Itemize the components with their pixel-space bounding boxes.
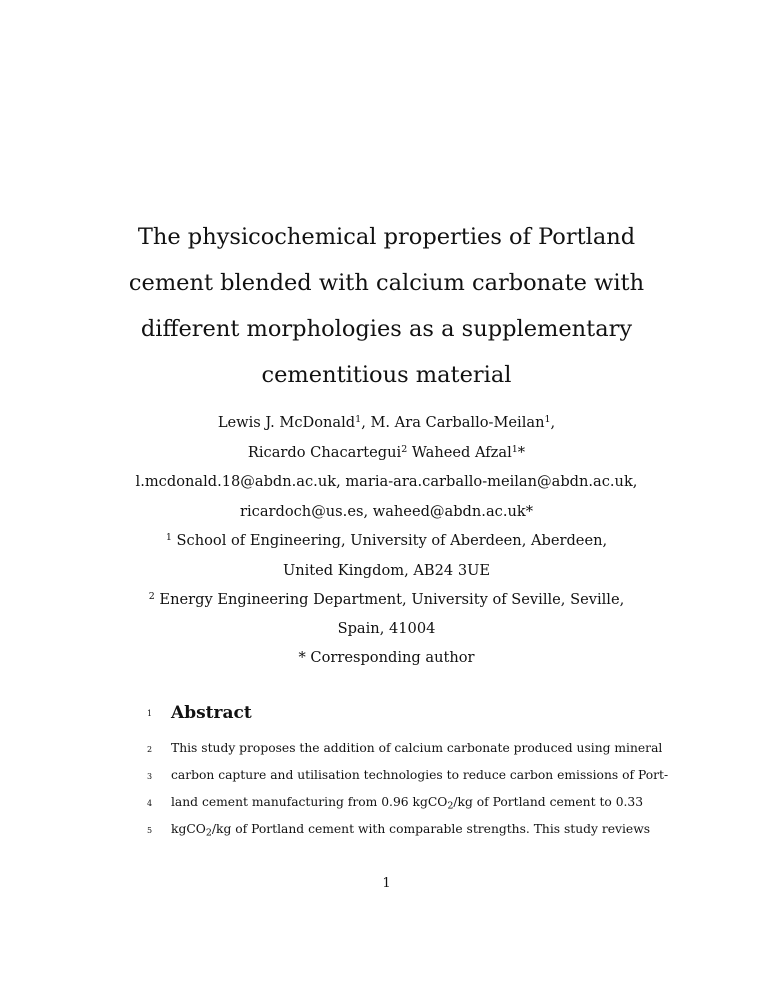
abstract-text: /kg of Portland cement to 0.33 <box>453 795 644 809</box>
corresponding-star: * <box>517 444 526 461</box>
author-name: Waheed Afzal <box>407 444 512 461</box>
affiliation-1-line-2: United Kingdom, AB24 3UE <box>282 562 491 579</box>
author-line-1 <box>0 413 773 431</box>
abstract-text: kgCO <box>171 822 206 836</box>
author-name: Ricardo Chacartegui <box>247 444 402 461</box>
abstract-heading: Abstract <box>171 703 252 723</box>
affiliation-marker: 1 <box>165 531 172 543</box>
abstract-line-3: carbon capture and utilisation technologies to reduce carbon emissions of Port- <box>171 768 669 782</box>
email-line-2: ricardoch@us.es, waheed@abdn.ac.uk* <box>240 503 533 520</box>
email-line-1: l.mcdonald.18@abdn.ac.uk, maria-ara.carballo-meilan@abdn.ac.uk, <box>135 473 638 490</box>
abstract-text: land cement manufacturing from 0.96 kgCO <box>171 795 448 809</box>
affiliation-1-line-1 <box>0 531 773 549</box>
line-number: 4 <box>147 799 153 808</box>
line-number: 3 <box>147 772 153 781</box>
page-number: 1 <box>382 876 391 891</box>
title-line-1: The physicochemical properties of Portland <box>137 224 636 250</box>
affiliation-marker: 1 <box>511 443 518 455</box>
line-number: 1 <box>147 709 153 718</box>
abstract-text: /kg of Portland cement with comparable strengths. This study reviews <box>211 822 651 836</box>
subscript: 2 <box>205 827 212 839</box>
author-name: Lewis J. McDonald <box>217 414 356 431</box>
affiliation-marker: 2 <box>401 443 408 455</box>
affiliation-2-line-2: Spain, 41004 <box>337 620 436 637</box>
affiliation-text: Energy Engineering Department, University of Seville, Seville, <box>154 591 625 608</box>
affiliation-marker: 1 <box>544 413 551 425</box>
punctuation: , <box>550 414 556 431</box>
subscript: 2 <box>447 800 454 812</box>
affiliation-marker: 2 <box>148 590 155 602</box>
title-line-3: different morphologies as a supplementary <box>140 316 633 342</box>
title-line-4: cementitious material <box>261 362 512 388</box>
affiliation-marker: 1 <box>355 413 362 425</box>
affiliation-text: School of Engineering, University of Aberdeen, Aberdeen, <box>171 532 608 549</box>
abstract-line-4 <box>171 795 644 812</box>
title-line-2: cement blended with calcium carbonate with <box>128 270 645 296</box>
line-number: 2 <box>147 745 153 754</box>
author-name: , M. Ara Carballo-Meilan <box>361 414 545 431</box>
author-line-2 <box>0 443 773 461</box>
abstract-line-2: This study proposes the addition of calcium carbonate produced using mineral <box>171 741 663 755</box>
abstract-line-5 <box>171 822 651 839</box>
affiliation-2-line-1 <box>0 590 773 608</box>
corresponding-author-note: * Corresponding author <box>298 649 475 666</box>
line-number: 5 <box>147 826 153 835</box>
